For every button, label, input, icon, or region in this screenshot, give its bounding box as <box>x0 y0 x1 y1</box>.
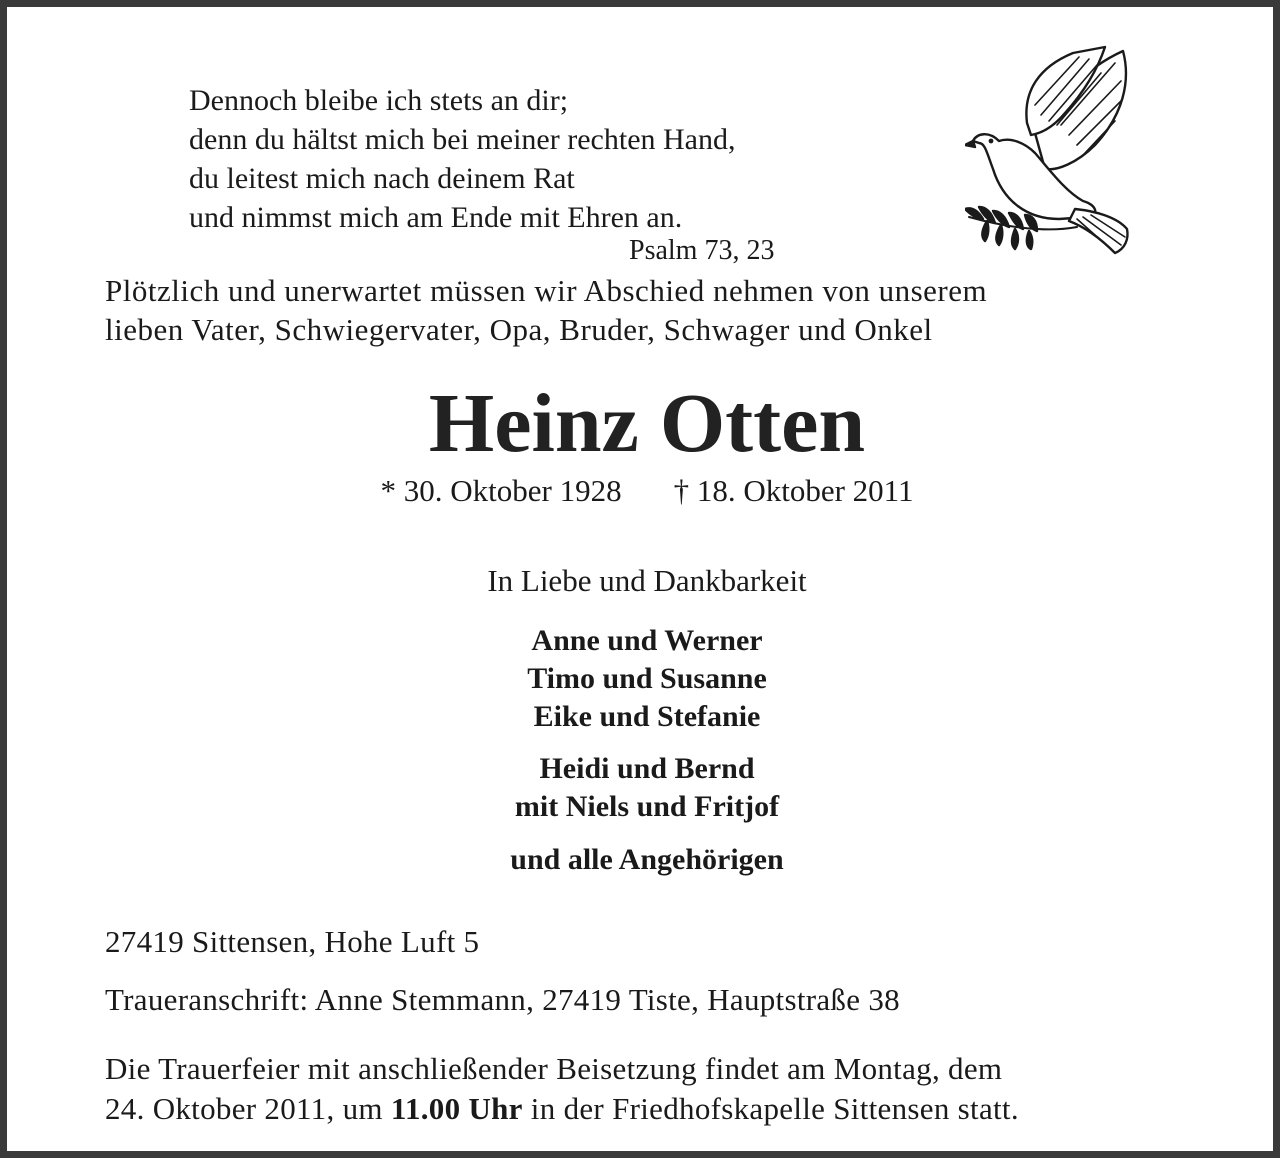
ceremony-line: Die Trauerfeier mit anschließender Beisetzung findet am Montag, dem <box>105 1051 1003 1086</box>
ceremony-info <box>105 1049 1019 1129</box>
verse-reference: Psalm 73, 23 <box>629 235 775 266</box>
ceremony-date: 24. Oktober 2011, um <box>105 1091 391 1126</box>
life-dates <box>7 473 1280 509</box>
thanks-line: In Liebe und Dankbarkeit <box>487 563 807 598</box>
death-date: † 18. Oktober 2011 <box>673 473 914 508</box>
home-address: 27419 Sittensen, Hohe Luft 5 <box>105 924 480 959</box>
intro-text <box>105 271 987 349</box>
verse-line: denn du hältst mich bei meiner rechten Hand, <box>189 123 736 156</box>
family-member: mit Niels und Fritjof <box>514 790 780 823</box>
ceremony-line <box>105 1089 1019 1129</box>
mourning-address: Traueranschrift: Anne Stemmann, 27419 Tiste, Hauptstraße 38 <box>105 982 900 1017</box>
verse-line: Dennoch bleibe ich stets an dir; <box>189 84 569 117</box>
verse-line: und nimmst mich am Ende mit Ehren an. <box>189 201 683 234</box>
birth-date: * 30. Oktober 1928 <box>380 473 622 508</box>
family-member: Eike und Stefanie <box>533 700 761 733</box>
dove-with-olive-branch-icon <box>965 41 1135 259</box>
family-member: Anne und Werner <box>531 624 763 657</box>
deceased-name: Heinz Otten <box>428 377 866 470</box>
ceremony-location: in der Friedhofskapelle Sittensen statt. <box>522 1091 1019 1126</box>
family-closing: und alle Angehörigen <box>510 843 784 876</box>
family-group <box>7 750 1280 826</box>
bible-verse <box>189 81 736 237</box>
ceremony-time: 11.00 Uhr <box>390 1091 523 1126</box>
family-member: Heidi und Bernd <box>539 752 755 785</box>
family-member: Timo und Susanne <box>527 662 767 695</box>
intro-line: Plötzlich und unerwartet müssen wir Abschied nehmen von unserem <box>105 273 988 308</box>
verse-line: du leitest mich nach deinem Rat <box>189 162 575 195</box>
intro-line: lieben Vater, Schwiegervater, Opa, Bruder, Schwager und Onkel <box>105 312 933 347</box>
family-group <box>7 622 1280 736</box>
